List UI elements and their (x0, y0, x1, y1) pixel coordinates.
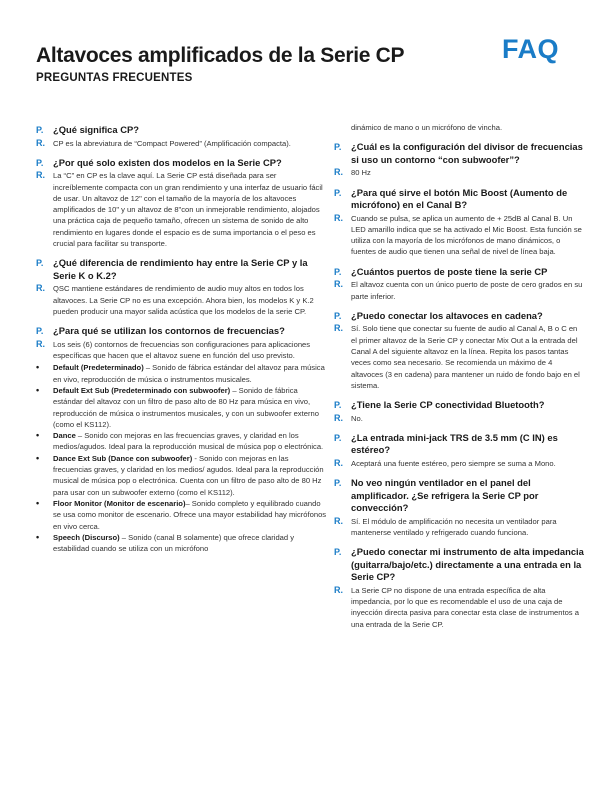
page-title: Altavoces amplificados de la Serie CP (36, 44, 405, 67)
faq-item (36, 157, 328, 250)
faq-item (334, 477, 584, 538)
faq-item (334, 266, 584, 302)
answer-text: Cuando se pulsa, se aplica un aumento de + 25dB al Canal B. Un LED amarillo indica que se ha activado el Mic Boost. Esta función se utiliza con la mayoría de los micrófonos de mano dinámicos, o fuentes de audio que tienen una señal de nivel de línea baja. (351, 213, 582, 257)
list-item-text: – Sonido de fábrica estándar del altavoz para música en vivo, reproducción de música o instrumentos musicales. (53, 363, 325, 384)
question-text: ¿Qué diferencia de rendimiento hay entre la Serie CP y la Serie K o K.2? (53, 257, 308, 281)
question-marker: P. (334, 547, 342, 558)
question-marker: P. (334, 187, 342, 198)
bullet-icon: • (36, 531, 40, 542)
answer-marker: R. (334, 457, 343, 468)
question-text: ¿Tiene la Serie CP conectividad Bluetooth? (351, 399, 545, 411)
list-item (36, 430, 328, 453)
right-column (334, 122, 584, 638)
question-marker: P. (36, 157, 44, 168)
faq-badge: FAQ (502, 34, 560, 64)
list-item-text: – Sonido de fábrica estándar del altavoz con un filtro de paso alto de 80 Hz para música en vivo, reproducción de música o instrumentos musicales, y con un subwoofer externo (como el KS112). (53, 385, 319, 429)
answer-text: CP es la abreviatura de “Compact Powered” (Amplificación compacta). (53, 138, 291, 148)
answer-text: 80 Hz (351, 168, 371, 178)
list-item (36, 362, 328, 385)
answer-text: Sí. Solo tiene que conectar su fuente de audio al Canal A, B o C en el primer altavoz de la Serie CP y conectar Mix Out a la entrada del Canal A del siguiente altavoz en la línea. Repita los pasos tantas veces como sea necesario. Se recomienda un máximo de 4 altavoces (3 en cadena) para mantener un ruido de fondo bajo en el sistema. (351, 324, 580, 390)
question-marker: P. (36, 125, 44, 135)
question-text: ¿Cuál es la configuración del divisor de frecuencias si uso un contorno “con subwoofer”? (351, 141, 583, 165)
question-text: No veo ningún ventilador en el panel del amplificador. ¿Se refrigera la Serie CP por convección? (351, 477, 539, 514)
contour-list (36, 362, 328, 554)
question-text: ¿Puedo conectar mi instrumento de alta impedancia (guitarra/bajo/etc.) directamente a una entrada en la Serie CP? (351, 546, 584, 583)
answer-marker: R. (334, 279, 343, 290)
question-marker: P. (36, 326, 44, 337)
answer-marker: R. (36, 338, 45, 349)
list-item (36, 532, 328, 555)
answer-text: Aceptará una fuente estéreo, pero siempre se suma a Mono. (351, 458, 556, 468)
question-text: ¿La entrada mini-jack TRS de 3.5 mm (C IN) es estéreo? (351, 431, 558, 456)
question-marker: P. (334, 266, 342, 277)
list-item-text: - Sonido con mejoras en las frecuencias graves, y claridad en los medios/ agudos. Ideal para la reproducción musical de música pop o electrónica. Cuenta con un filtro de paso alto de 80 Hz para usar con un subwoofer externo (como el KS112). (53, 453, 324, 497)
list-item (36, 385, 328, 430)
list-item-label: Floor Monitor (Monitor de escenario) (53, 498, 186, 508)
answer-text: La Serie CP no dispone de una entrada específica de alta impedancia, por lo que es recomendable el uso de una caja de inyección directa pasiva para conectar esta clase de instrumentos a una entrada de la Serie CP. (351, 585, 579, 629)
bullet-icon: • (36, 362, 40, 373)
faq-item (36, 257, 328, 317)
question-marker: P. (334, 142, 342, 153)
question-text: ¿Puedo conectar los altavoces en cadena? (351, 309, 543, 321)
bullet-icon: • (36, 497, 40, 508)
faq-item (334, 546, 584, 630)
question-text: ¿Cuántos puertos de poste tiene la serie CP (351, 265, 548, 277)
question-text: ¿Qué significa CP? (53, 124, 139, 135)
answer-marker: R. (334, 584, 343, 595)
answer-text: Sí. El módulo de amplificación no necesita un ventilador para mantenerse ventilado y refrigerado cuando funciona. (351, 516, 557, 538)
page-subtitle: PREGUNTAS FRECUENTES (36, 72, 193, 84)
faq-item (334, 310, 584, 391)
question-marker: P. (334, 400, 342, 411)
list-item-label: Default Ext Sub (Predeterminado con subwoofer) (53, 385, 231, 395)
bullet-icon: • (36, 384, 40, 395)
answer-marker: R. (334, 167, 343, 178)
answer-marker: R. (36, 283, 45, 294)
faq-item (334, 141, 584, 178)
bullet-icon: • (36, 452, 40, 463)
list-item-text: – Sonido (canal B solamente) que ofrece claridad y estabilidad cuando se utiliza con un micrófono (53, 532, 295, 554)
answer-marker: R. (36, 170, 45, 181)
answer-marker: R. (334, 412, 343, 423)
list-item (36, 498, 328, 532)
left-column (36, 124, 328, 562)
faq-item (36, 124, 328, 149)
answer-marker: R. (334, 212, 343, 223)
faq-item (36, 325, 328, 554)
list-item-text: – Sonido con mejoras en las frecuencias graves, y claridad en los medios/agudos. Ideal para la reproducción musical de música pop o electrónica. (53, 431, 324, 452)
bullet-icon: • (36, 430, 40, 441)
list-item-label: Speech (Discurso) (53, 532, 120, 542)
answer-text: El altavoz cuenta con un único puerto de poste de cero grados en su parte inferior. (351, 280, 583, 301)
faq-item (334, 432, 584, 469)
answer-marker: R. (36, 137, 45, 148)
faq-item (334, 187, 584, 258)
list-item-label: Default (Predeterminado) (53, 363, 144, 373)
list-item-label: Dance (53, 431, 76, 441)
list-item-label: Dance Ext Sub (Dance con subwoofer) (53, 453, 193, 463)
list-item (36, 453, 328, 498)
question-text: ¿Para qué se utilizan los contornos de frecuencias? (53, 325, 285, 337)
question-marker: P. (334, 432, 342, 443)
answer-marker: R. (334, 515, 343, 526)
list-item-text: – Sonido completo y equilibrado cuando se usa como monitor de escenario. Ofrece una mayor estabilidad hay micrófonos en vivo cerca. (53, 498, 327, 531)
continuation-text: dinámico de mano o un micrófono de vincha. (351, 123, 503, 132)
faq-item (334, 399, 584, 424)
answer-text: QSC mantiene estándares de rendimiento de audio muy altos en todos los altavoces. La Serie CP no es una excepción. Ahora bien, los modelos K y K.2 pueden producir una mayor salida acústica que los modelos de la serie CP. (53, 284, 314, 316)
question-text: ¿Para qué sirve el botón Mic Boost (Aumento de micrófono) en el Canal B? (351, 186, 568, 211)
answer-marker: R. (334, 323, 343, 334)
answer-text: Los seis (6) contornos de frecuencias son configuraciones para aplicaciones específicas que hacen que el altavoz suene en función del uso previsto. (53, 339, 311, 361)
question-text: ¿Por qué solo existen dos modelos en la Serie CP? (53, 156, 282, 168)
question-marker: P. (334, 310, 342, 321)
question-marker: P. (36, 258, 44, 269)
question-marker: P. (334, 478, 342, 489)
answer-text: La “C” en CP es la clave aquí. La Serie CP está diseñada para ser increíblemente compacta con un gran rendimiento y una interfaz de usuario fácil de usar. Un altavoz de 12" con el tamaño de la mayoría de los altavoces amplificados de 10" y un altavoz de 8"con un inmejorable rendimiento, alojados una práctica caja de pequeño tamaño, ofrecen un sistema de sonido de alto rendimiento en lugares donde el espacio es de suma importancia o el peso es crucial para facilitar su transporte. (53, 171, 323, 249)
answer-text: No. (351, 413, 363, 423)
